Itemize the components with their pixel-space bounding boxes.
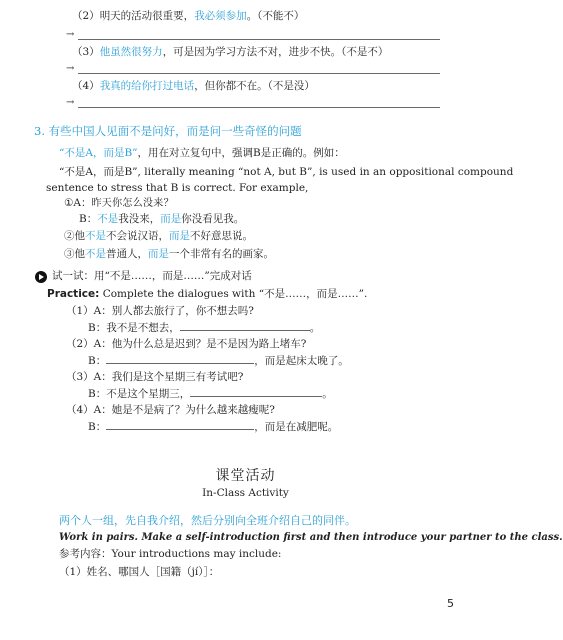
example-highlight: 而是 bbox=[169, 230, 190, 242]
example-mark: ①A： bbox=[64, 197, 92, 209]
example-highlight: 而是 bbox=[148, 248, 169, 260]
item-highlight: 他虽然很努力 bbox=[99, 46, 163, 58]
item-number: （4） bbox=[72, 80, 100, 92]
item-number: （3） bbox=[72, 46, 100, 58]
example-2 bbox=[64, 230, 253, 243]
section-heading: 3. 有些中国人见面不是问好，而是问一些奇怪的问题 bbox=[34, 124, 302, 138]
dialogue-4a: （4）A：她是不是病了？为什么越来越瘦呢? bbox=[66, 404, 275, 416]
example-1a bbox=[64, 197, 174, 210]
dialogue-text: B：我不是不想去， bbox=[88, 322, 180, 334]
item-text: 明天的活动很重要， bbox=[99, 10, 195, 22]
answer-blank[interactable] bbox=[190, 387, 322, 397]
dialogue-2a: （2）A：他为什么总是迟到？是不是因为路上堵车? bbox=[66, 338, 307, 350]
example-mark: B： bbox=[79, 213, 98, 225]
example-highlight: 不是 bbox=[97, 213, 119, 225]
intro-text: ，用在对立复句中，强调B是正确的。例如： bbox=[137, 147, 345, 159]
dialogue-text: B：不是这个星期三， bbox=[88, 388, 191, 400]
item-text: ，可是因为学习方法不对，进步不快。（不是不） bbox=[162, 46, 389, 58]
example-text: 他 bbox=[74, 248, 85, 260]
example-text: 不好意思说。 bbox=[190, 230, 253, 242]
example-text: 一个非常有名的画家。 bbox=[169, 248, 274, 260]
play-icon bbox=[35, 271, 47, 283]
item-number: （2） bbox=[72, 10, 100, 22]
dialogue-2b bbox=[88, 354, 349, 368]
activity-instruction-en: Work in pairs. Make a self-introduction first and then introduce your partner to the class. bbox=[59, 532, 563, 543]
dialogue-4b bbox=[88, 420, 338, 434]
page-number: 5 bbox=[447, 597, 454, 610]
example-1b bbox=[79, 213, 244, 226]
answer-line bbox=[78, 39, 440, 40]
arrow-icon: → bbox=[66, 97, 75, 108]
dialogue-1b bbox=[88, 321, 320, 335]
dialogue-3b bbox=[88, 387, 333, 401]
dialogue-text: 。 bbox=[322, 388, 333, 400]
example-3 bbox=[64, 248, 274, 261]
item-4 bbox=[72, 80, 315, 93]
dialogue-text: ，而是起床太晚了。 bbox=[254, 355, 349, 367]
example-text: 不会说汉语， bbox=[106, 230, 169, 242]
reference-line bbox=[59, 548, 281, 561]
answer-line bbox=[78, 73, 440, 74]
item-highlight: 我必须参加 bbox=[194, 10, 247, 22]
activity-title-en: In-Class Activity bbox=[202, 487, 289, 499]
dialogue-text: 。 bbox=[309, 322, 321, 334]
reference-label: 参考内容： bbox=[59, 548, 112, 560]
section-explanation-en-2: sentence to stress that B is correct. For example, bbox=[46, 182, 309, 194]
answer-blank[interactable] bbox=[180, 321, 310, 331]
example-text: 普通人， bbox=[106, 248, 148, 260]
item-text: ，但你都不在。（不是没） bbox=[194, 80, 315, 92]
example-highlight: 不是 bbox=[85, 248, 106, 260]
practice-label: Practice: bbox=[47, 288, 100, 300]
dialogue-text: B： bbox=[88, 355, 107, 367]
answer-line bbox=[78, 107, 440, 108]
item-highlight: 我真的给你打过电话 bbox=[99, 80, 195, 92]
section-intro bbox=[59, 147, 345, 160]
example-text: 他 bbox=[74, 230, 85, 242]
example-mark: ② bbox=[64, 230, 75, 242]
reference-text: Your introductions may include: bbox=[111, 548, 282, 560]
example-highlight: 而是 bbox=[160, 213, 182, 225]
example-text: 我没来， bbox=[118, 213, 161, 225]
arrow-icon: → bbox=[66, 63, 75, 74]
section-explanation-en: “不是A，而是B”, literally meaning “not A, but B”, is used in an oppositional compound bbox=[59, 166, 514, 178]
example-mark: ③ bbox=[64, 248, 75, 260]
example-highlight: 不是 bbox=[85, 230, 106, 242]
activity-instruction-cn: 两个人一组，先自我介绍，然后分别向全班介绍自己的同伴。 bbox=[59, 514, 356, 527]
dialogue-text: ，而是在减肥呢。 bbox=[254, 421, 339, 433]
item-3 bbox=[72, 46, 388, 59]
activity-item-1: （1）姓名、哪国人［国籍（jí）］： bbox=[59, 566, 220, 578]
practice-title-en bbox=[47, 288, 367, 301]
item-2 bbox=[72, 10, 304, 23]
dialogue-text: B： bbox=[88, 421, 107, 433]
arrow-icon: → bbox=[66, 29, 75, 40]
practice-title-cn: 试一试：用“不是……，而是……”完成对话 bbox=[52, 270, 252, 282]
practice-instruction: Complete the dialogues with “不是……，而是……”. bbox=[102, 288, 368, 300]
activity-title-cn: 课堂活动 bbox=[215, 468, 276, 484]
example-text: 你没看见我。 bbox=[181, 213, 245, 225]
intro-pattern: “不是A，而是B” bbox=[59, 147, 138, 159]
answer-blank[interactable] bbox=[106, 420, 254, 430]
answer-blank[interactable] bbox=[106, 354, 254, 364]
item-text: 。（不能不） bbox=[246, 10, 305, 22]
example-text: 昨天你怎么没来？ bbox=[91, 198, 174, 209]
dialogue-3a: （3）A：我们是这个星期三有考试吧? bbox=[66, 371, 244, 383]
dialogue-1a: （1）A：别人都去旅行了，你不想去吗? bbox=[66, 305, 254, 317]
